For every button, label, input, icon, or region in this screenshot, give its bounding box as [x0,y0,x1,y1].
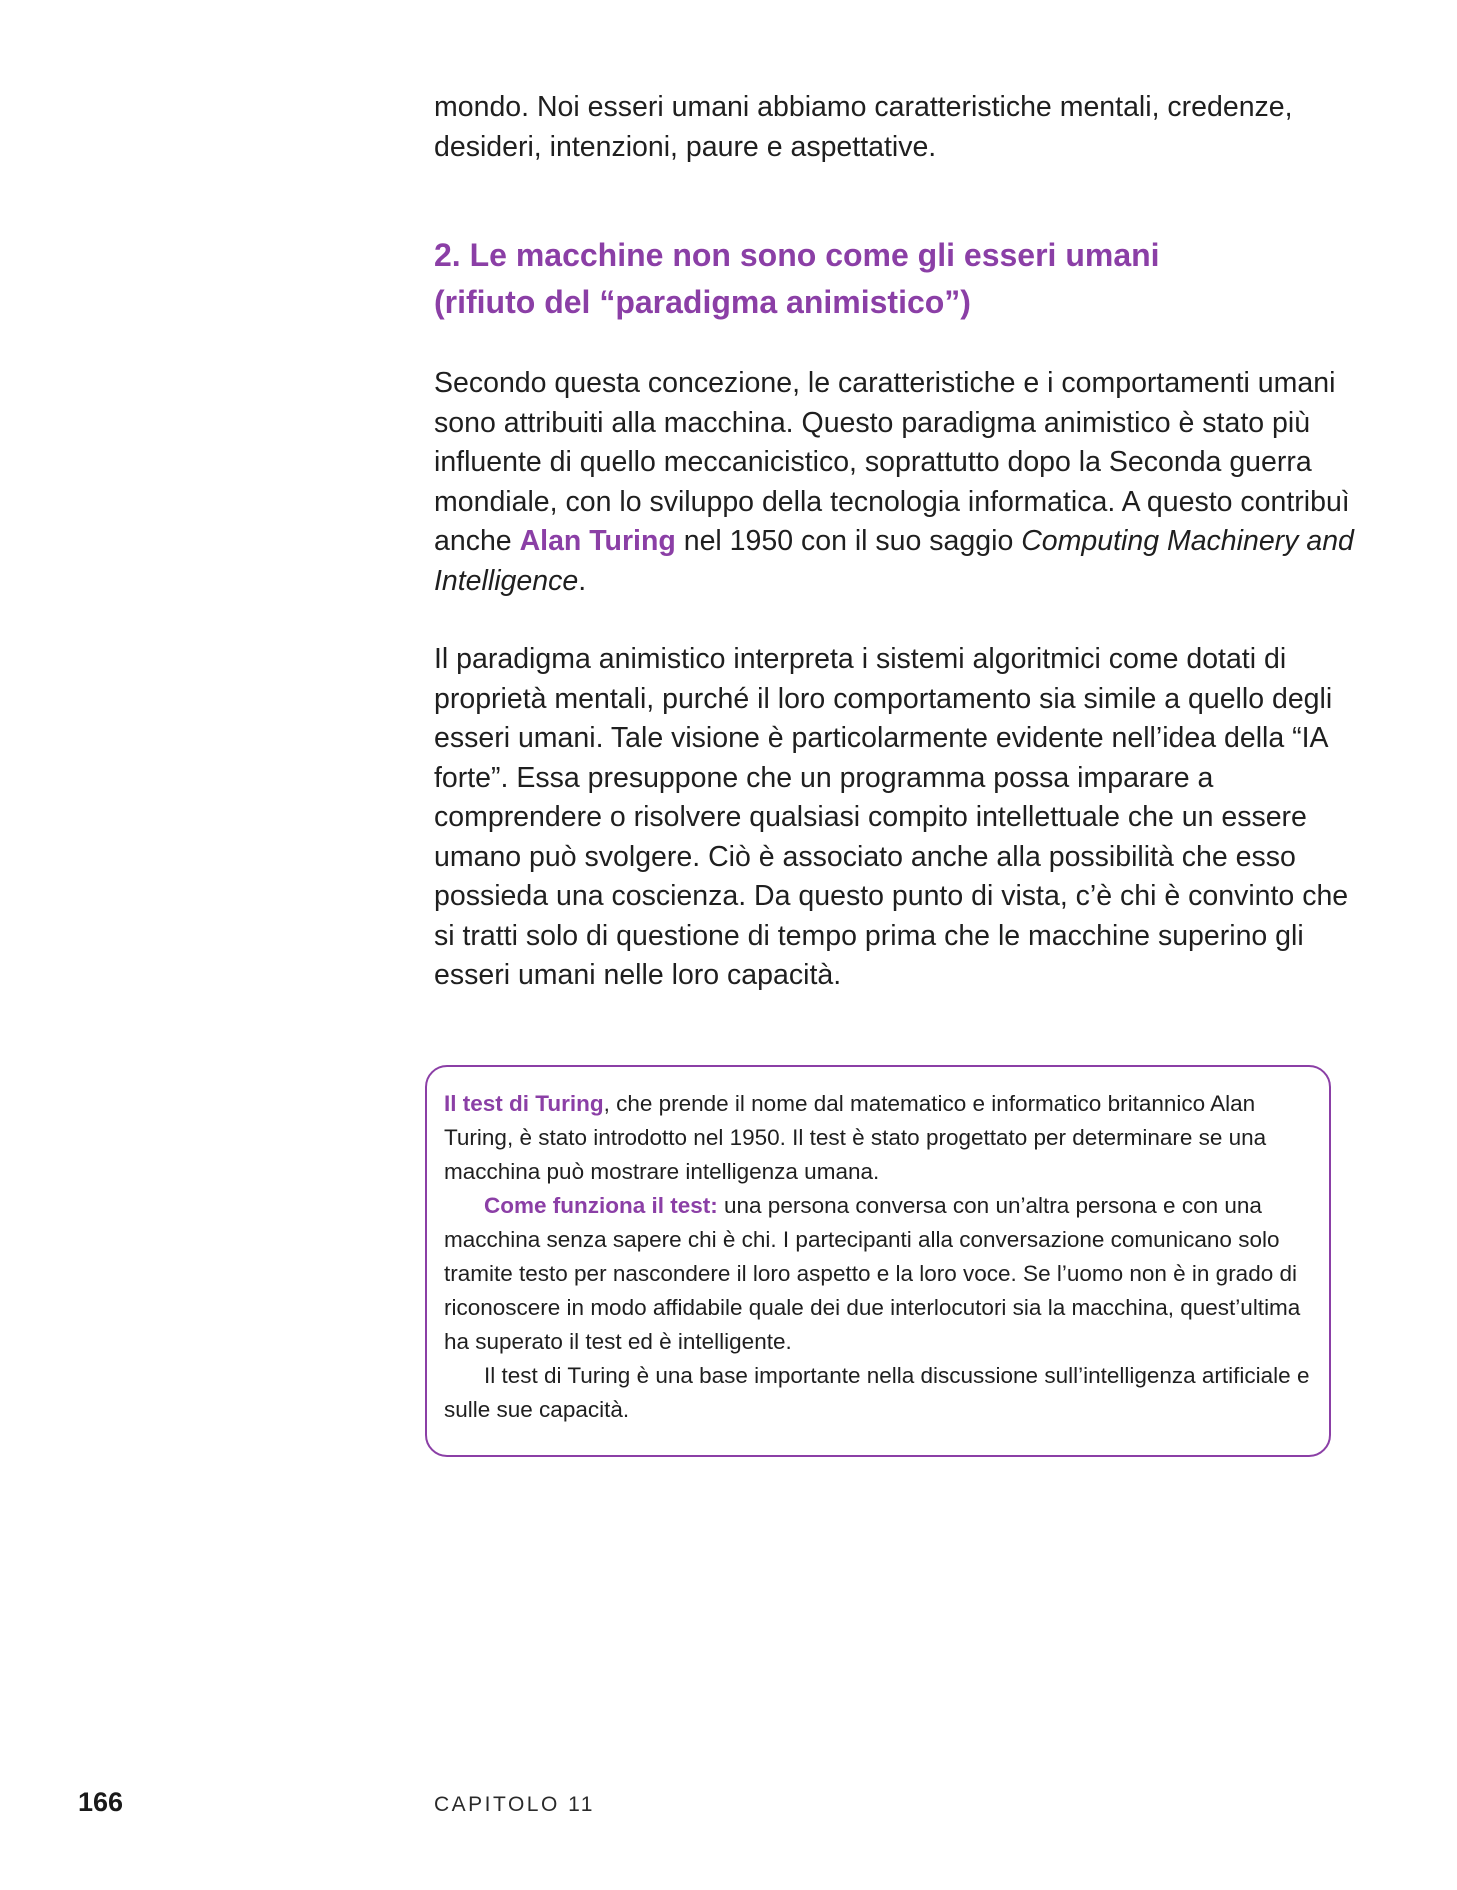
turing-test-info-box [425,1065,1331,1457]
info-box-paragraph-2 [444,1189,1313,1359]
info-box-paragraph-2-text: una persona conversa con un’altra persona e con una macchina senza sapere chi è chi. I partecipanti alla conversazione comunicano solo tramite testo per nascondere il loro aspetto e la loro voce. Se l’uomo non è in grado di riconoscere in modo affidabile quale dei due interlocutori sia la macchina, quest’ultima ha superato il test ed è intelligente. [444,1193,1301,1354]
paragraph-1-text-start: Secondo questa concezione, le caratteristiche e i comportamenti umani sono attribuiti alla macchina. Questo paradigma animistico è stato più influente di quello meccanicistico, soprattutto dopo la Seconda guerra mondiale, con lo sviluppo della tecnologia informatica. A questo contribuì anche [434,367,1350,557]
info-box-paragraph-1 [444,1087,1313,1189]
intro-paragraph-tail: mondo. Noi esseri umani abbiamo caratteristiche mentali, credenze, desideri, intenzioni, paure e aspettative. [434,91,1293,163]
essay-title: Computing Machinery and Intelligence [434,525,1354,597]
page-number: 166 [78,1787,124,1817]
body-paragraph-1 [434,364,1354,601]
section-heading-line-2: (rifiuto del “paradigma animistico”) [434,284,971,320]
section-heading [434,232,1354,326]
info-box-term-how-it-works: Come funziona il test: [484,1193,718,1218]
info-box-paragraph-3: Il test di Turing è una base importante nella discussione sull’intelligenza artificiale e sulle sue capacità. [444,1363,1310,1422]
info-box-term-turing-test: Il test di Turing [444,1091,604,1116]
body-paragraph-2: Il paradigma animistico interpreta i sistemi algoritmici come dotati di proprietà mentali, purché il loro comportamento sia simile a quello degli esseri umani. Tale visione è particolarmente evidente nell’idea della “IA forte”. Essa presuppone che un programma possa imparare a comprendere o risolvere qualsiasi compito intellettuale che un essere umano può svolgere. Ciò è associato anche alla possibilità che esso possieda una coscienza. Da questo punto di vista, c’è chi è convinto che si tratti solo di questione di tempo prima che le macchine superino gli esseri umani nelle loro capacità. [434,643,1349,991]
chapter-running-footer: CAPITOLO 11 [434,1793,595,1816]
paragraph-1-text-middle: nel 1950 con il suo saggio [675,525,1022,557]
paragraph-1-text-end: . [578,564,587,597]
info-box-paragraph-1-text: , che prende il nome dal matematico e informatico britannico Alan Turing, è stato introdotto nel 1950. Il test è stato progettato per determinare se una macchina può mostrare intelligenza umana. [444,1091,1267,1184]
alan-turing-highlight: Alan Turing [519,525,676,557]
section-heading-line-1: 2. Le macchine non sono come gli esseri umani [434,237,1160,273]
